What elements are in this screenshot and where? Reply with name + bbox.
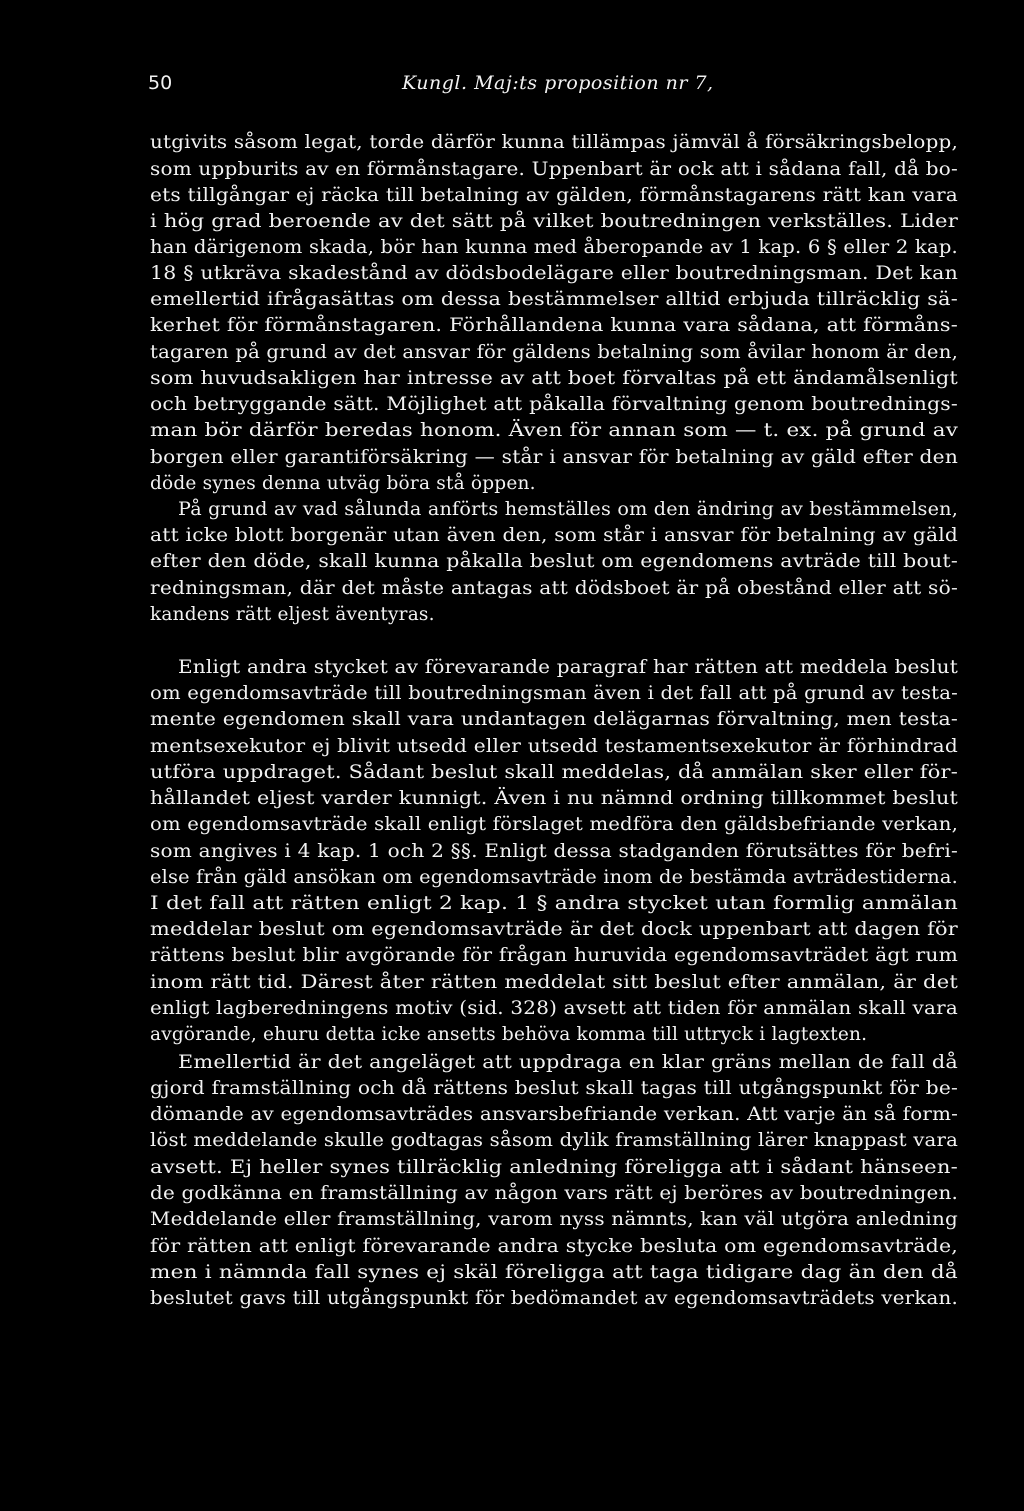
text-line: emellertid ifrågasättas om dessa bestämmelser alltid erbjuda tillräcklig sä- <box>150 289 958 310</box>
text-line: om egendomsavträde till boutredningsman även i det fall att på grund av testa- <box>150 683 959 704</box>
text-line: som huvudsakligen har intresse av att boet förvaltas på ett ändamålsenligt <box>150 368 958 389</box>
text-line: else från gäld ansökan om egendomsavträde inom de bestämda avträdestiderna. <box>150 867 959 888</box>
text-line: i hög grad beroende av det sätt på vilket boutredningen verkställes. Lider <box>150 211 958 232</box>
text-line: På grund av vad sålunda anförts hemställes om den ändring av bestämmelsen, <box>178 499 958 520</box>
text-line: kandens rätt eljest äventyras. <box>150 604 435 625</box>
text-line: Meddelande eller framställning, varom nyss nämnts, kan väl utgöra anledning <box>150 1209 958 1230</box>
text-line: mente egendomen skall vara undantagen delägarnas förvaltning, men testa- <box>150 709 958 730</box>
text-line: avsett. Ej heller synes tillräcklig anledning föreligga att i sådant hänseen- <box>150 1157 958 1178</box>
text-line: han därigenom skada, bör han kunna med åberopande av 1 kap. 6 § eller 2 kap. <box>150 237 958 258</box>
text-line: för rätten att enligt förevarande andra stycke besluta om egendomsavträde, <box>150 1236 959 1257</box>
text-line: som uppburits av en förmånstagare. Uppenbart är ock att i sådana fall, då bo- <box>150 159 958 180</box>
text-line: döde synes denna utväg böra stå öppen. <box>150 473 536 494</box>
text-line: löst meddelande skulle godtagas såsom dylik framställning lärer knappast vara <box>150 1130 959 1151</box>
text-line: Enligt andra stycket av förevarande paragraf har rätten att meddela beslut <box>178 657 958 678</box>
text-line: att icke blott borgenär utan även den, som står i ansvar för betalning av gäld <box>150 525 959 546</box>
text-line: enligt lagberedningens motiv (sid. 328) avsett att tiden för anmälan skall vara <box>150 998 958 1019</box>
text-line: avgörande, ehuru detta icke ansetts behöva komma till uttryck i lagtexten. <box>150 1024 868 1045</box>
text-line: ets tillgångar ej räcka till betalning av gälden, förmånstagarens rätt kan vara <box>150 185 959 206</box>
text-line: utföra uppdraget. Sådant beslut skall meddelas, då anmälan sker eller för- <box>150 762 959 783</box>
text-line: hållandet eljest varder kunnigt. Även i nu nämnd ordning tillkommet beslut <box>150 788 959 809</box>
text-line: redningsman, där det måste antagas att dödsboet är på obestånd eller att sö- <box>150 578 958 599</box>
text-line: gjord framställning och då rättens beslut skall tagas till utgångspunkt för be- <box>150 1078 959 1099</box>
text-line: dömande av egendomsavträdes ansvarsbefriande verkan. Att varje än så form- <box>150 1104 959 1125</box>
text-line: kerhet för förmånstagaren. Förhållandena kunna vara sådana, att förmåns- <box>150 315 958 336</box>
text-line: som angives i 4 kap. 1 och 2 §§. Enligt dessa stadganden förutsättes för befri- <box>150 841 958 862</box>
text-line: 18 § utkräva skadestånd av dödsbodelägare eller boutredningsman. Det kan <box>150 263 958 284</box>
text-line: de godkänna en framställning av någon vars rätt ej beröres av boutredningen. <box>150 1183 959 1204</box>
text-line: om egendomsavträde skall enligt förslaget medföra den gäldsbefriande verkan, <box>150 814 959 835</box>
running-title: Kungl. Maj:ts proposition nr 7, <box>402 72 714 94</box>
text-line: och betryggande sätt. Möjlighet att påkalla förvaltning genom boutrednings- <box>150 394 958 415</box>
text-line: inom rätt tid. Därest åter rätten meddelat sitt beslut efter anmälan, är det <box>150 972 958 993</box>
text-line: Emellertid är det angeläget att uppdraga en klar gräns mellan de fall då <box>178 1052 959 1073</box>
text-line: efter den döde, skall kunna påkalla beslut om egendomens avträde till bout- <box>150 551 959 572</box>
text-line: men i nämnda fall synes ej skäl föreligga att taga tidigare dag än den då <box>150 1262 958 1283</box>
text-line: mentsexekutor ej blivit utsedd eller utsedd testamentsexekutor är förhindrad <box>150 736 958 757</box>
text-line: tagaren på grund av det ansvar för gäldens betalning som åvilar honom är den, <box>150 342 959 363</box>
text-line: I det fall att rätten enligt 2 kap. 1 § andra stycket utan formlig anmälan <box>150 893 959 914</box>
text-line: meddelar beslut om egendomsavträde är det dock uppenbart att dagen för <box>150 919 959 940</box>
text-line: borgen eller garantiförsäkring — står i ansvar för betalning av gäld efter den <box>150 447 959 468</box>
page-header <box>148 72 728 102</box>
text-line: utgivits såsom legat, torde därför kunna tillämpas jämväl å försäkringsbelopp, <box>150 132 959 153</box>
text-line: man bör därför beredas honom. Även för annan som — t. ex. på grund av <box>150 420 958 441</box>
text-line: beslutet gavs till utgångspunkt för bedömandet av egendomsavträdets verkan. <box>150 1288 959 1309</box>
page-number: 50 <box>148 72 173 94</box>
text-line: rättens beslut blir avgörande för frågan huruvida egendomsavträdet ägt rum <box>150 945 959 966</box>
